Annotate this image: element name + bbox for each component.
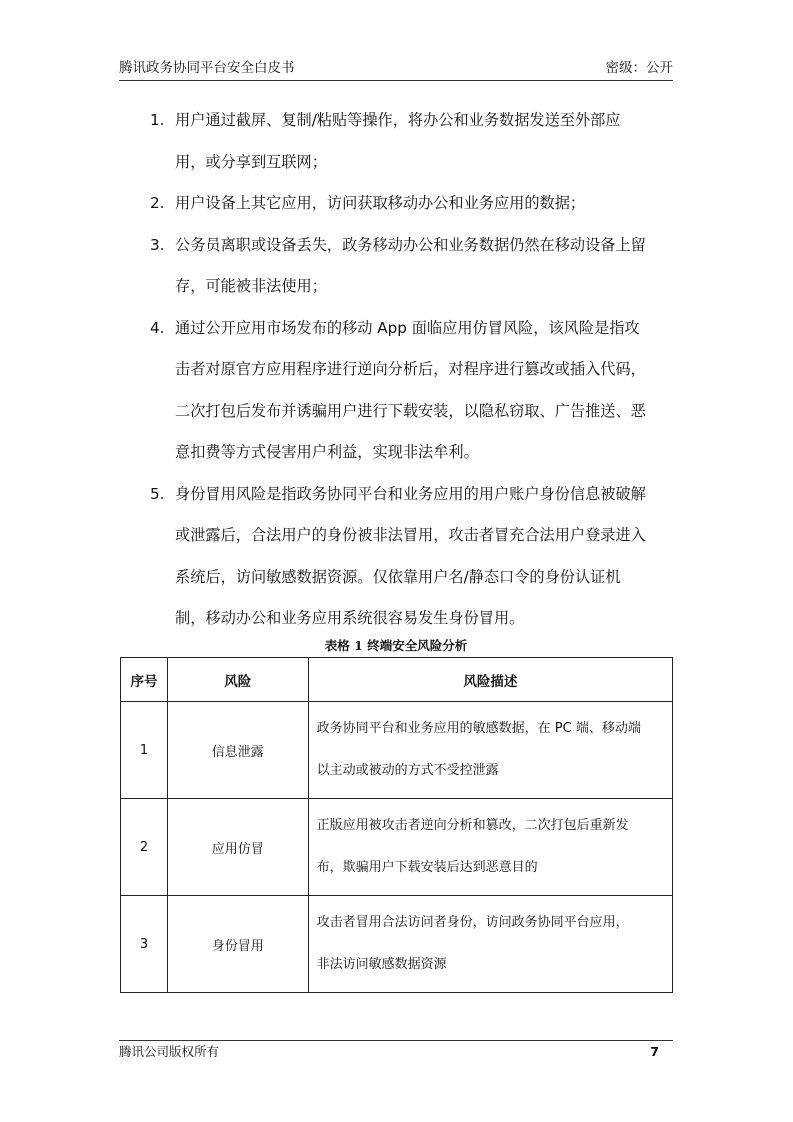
list-line: 通过公开应用市场发布的移动 App 面临应用仿冒风险，该风险是指攻 (175, 318, 640, 337)
list-line: 或泄露后，合法用户的身份被非法冒用，攻击者冒充合法用户登录进入 (175, 526, 646, 544)
risk-table (120, 657, 673, 993)
list-number: 3. (150, 235, 165, 254)
page-header (119, 58, 673, 78)
list-number: 1. (150, 111, 165, 129)
desc-line: 攻击者冒用合法访问者身份，访问政务协同平台应用， (316, 915, 629, 930)
desc-line: 以主动或被动的方式不受控泄露 (316, 763, 499, 778)
footer-divider (119, 1040, 673, 1041)
list-number: 4. (150, 318, 165, 337)
list-line: 身份冒用风险是指政务协同平台和业务应用的用户账户身份信息被破解 (175, 484, 646, 503)
list-item (150, 474, 680, 640)
cell-desc (308, 896, 672, 993)
cell-no: 3 (121, 896, 168, 993)
list-line: 制，移动办公和业务应用系统很容易发生身份冒用。 (175, 609, 525, 627)
risk-list (150, 100, 680, 640)
desc-line: 布，欺骗用户下载安装后达到恶意目的 (316, 860, 538, 875)
list-number: 5. (150, 484, 165, 503)
header-cell-desc: 风险描述 (308, 658, 672, 702)
list-line: 公务员离职或设备丢失，政务移动办公和业务数据仍然在移动设备上留 (175, 235, 646, 254)
table-row (121, 702, 673, 799)
cell-desc (308, 799, 672, 896)
classification-label: 密级：公开 (605, 60, 673, 76)
list-line: 存，可能被非法使用； (175, 277, 327, 295)
copyright-text: 腾讯公司版权所有 (119, 1044, 220, 1059)
list-line: 击者对原官方应用程序进行逆向分析后，对程序进行篡改或插入代码， (175, 360, 646, 378)
list-line: 用，或分享到互联网； (175, 152, 327, 171)
list-line: 二次打包后发布并诱骗用户进行下载安装，以隐私窃取、广告推送、恶 (175, 401, 646, 420)
page-number: 7 (650, 1044, 659, 1059)
table-caption: 表格 1 终端安全风险分析 (324, 638, 468, 653)
header-cell-no: 序号 (121, 658, 168, 702)
list-line: 系统后，访问敏感数据资源。仅依靠用户名/静态口令的身份认证机 (175, 567, 621, 586)
header-cell-risk: 风险 (167, 658, 308, 702)
cell-risk: 身份冒用 (167, 896, 308, 993)
list-item (150, 183, 680, 225)
table-header-row (121, 658, 673, 702)
list-item (150, 100, 680, 183)
desc-line: 正版应用被攻击者逆向分析和篡改，二次打包后重新发 (316, 818, 629, 833)
desc-line: 政务协同平台和业务应用的敏感数据，在 PC 端、移动端 (316, 721, 641, 736)
cell-risk: 信息泄露 (167, 702, 308, 799)
list-line: 用户设备上其它应用，访问获取移动办公和业务应用的数据； (175, 194, 586, 212)
list-line: 用户通过截屏、复制/粘贴等操作，将办公和业务数据发送至外部应 (175, 111, 621, 129)
list-item (150, 308, 680, 474)
document-title: 腾讯政务协同平台安全白皮书 (119, 60, 295, 76)
list-line: 意扣费等方式侵害用户利益，实现非法牟利。 (175, 443, 479, 461)
cell-desc (308, 702, 672, 799)
table-row (121, 896, 673, 993)
list-number: 2. (150, 194, 165, 212)
cell-risk: 应用仿冒 (167, 799, 308, 896)
cell-no: 1 (121, 702, 168, 799)
desc-line: 非法访问敏感数据资源 (316, 957, 447, 972)
header-divider (119, 80, 673, 81)
list-item (150, 225, 680, 308)
table-row (121, 799, 673, 896)
cell-no: 2 (121, 799, 168, 896)
